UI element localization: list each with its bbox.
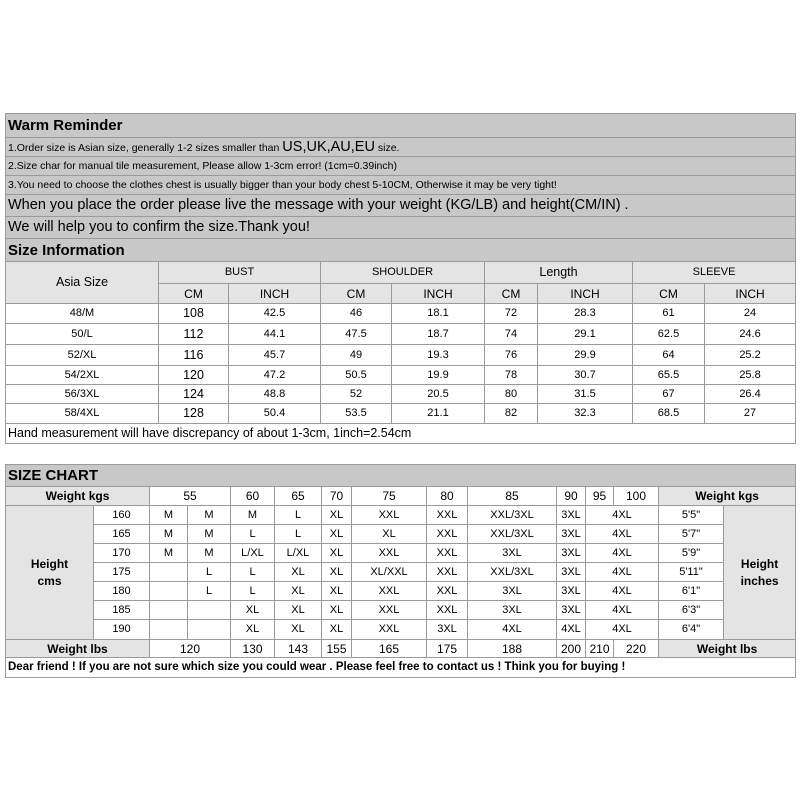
measurement-cell: 82	[485, 404, 538, 424]
size-cell	[150, 563, 188, 582]
weight-kg-value: 95	[586, 487, 614, 506]
measurement-cell: 74	[485, 324, 538, 345]
group-header-length: Length	[485, 262, 633, 284]
size-information-table	[5, 113, 796, 444]
size-cell: 3XL	[557, 601, 586, 620]
measurement-cell: 27	[705, 404, 796, 424]
reminder-line-3: 3.You need to choose the clothes chest is usually bigger than your body chest 5-10CM, Otherwise it may be very tight!	[6, 176, 796, 195]
group-header-shoulder: SHOULDER	[321, 262, 485, 284]
measurement-cell: 19.3	[392, 345, 485, 366]
size-cell: 3XL	[557, 506, 586, 525]
size-cell: XXL/3XL	[468, 506, 557, 525]
size-chart-footer: Dear friend ! If you are not sure which size you could wear . Please feel free to contact us ! Think you for buying !	[6, 658, 796, 678]
unit-header: CM	[159, 284, 229, 304]
size-cell: 4XL	[468, 620, 557, 640]
size-information-footer: Hand measurement will have discrepancy of about 1-3cm, 1inch=2.54cm	[6, 424, 796, 444]
measurement-cell: 120	[159, 366, 229, 385]
size-cell: M	[150, 544, 188, 563]
size-cell: XL	[275, 620, 322, 640]
height-cm-value: 170	[94, 544, 150, 563]
measurement-cell: 128	[159, 404, 229, 424]
size-row	[6, 345, 796, 366]
measurement-cell: 64	[633, 345, 705, 366]
weight-kg-value: 90	[557, 487, 586, 506]
size-cell: 4XL	[586, 544, 659, 563]
measurement-cell: 25.2	[705, 345, 796, 366]
weight-lb-value: 130	[231, 640, 275, 658]
measurement-cell: 46	[321, 304, 392, 324]
weight-kg-value: 65	[275, 487, 322, 506]
size-label: 52/XL	[6, 345, 159, 366]
size-label: 50/L	[6, 324, 159, 345]
size-cell: M	[231, 506, 275, 525]
size-cell: L	[231, 563, 275, 582]
measurement-cell: 29.1	[538, 324, 633, 345]
size-cell: XL	[275, 601, 322, 620]
reminder-line-5: We will help you to confirm the size.Thank you!	[6, 217, 796, 239]
height-inch-value: 5'9"	[659, 544, 724, 563]
size-cell: 3XL	[557, 582, 586, 601]
group-header-bust: BUST	[159, 262, 321, 284]
height-row	[6, 601, 796, 620]
size-cell: 4XL	[586, 620, 659, 640]
size-cell: XL/XXL	[352, 563, 427, 582]
size-cell: 3XL	[468, 601, 557, 620]
measurement-cell: 48.8	[229, 385, 321, 404]
size-cell: L	[231, 582, 275, 601]
size-cell: XL	[231, 601, 275, 620]
size-cell: XXL	[352, 601, 427, 620]
measurement-cell: 26.4	[705, 385, 796, 404]
measurement-cell: 50.5	[321, 366, 392, 385]
size-label: 56/3XL	[6, 385, 159, 404]
measurement-cell: 108	[159, 304, 229, 324]
weight-kgs-label-right: Weight kgs	[659, 487, 796, 506]
height-inches-label: Height inches	[724, 506, 796, 640]
weight-lbs-label-right: Weight lbs	[659, 640, 796, 658]
size-cell: 3XL	[557, 544, 586, 563]
measurement-cell: 44.1	[229, 324, 321, 345]
height-cm-value: 165	[94, 525, 150, 544]
size-cell: 4XL	[586, 601, 659, 620]
measurement-cell: 124	[159, 385, 229, 404]
size-cell: XXL	[352, 620, 427, 640]
weight-kg-value: 80	[427, 487, 468, 506]
measurement-cell: 47.5	[321, 324, 392, 345]
warm-reminder-title: Warm Reminder	[6, 114, 796, 138]
size-cell: XL	[231, 620, 275, 640]
weight-lb-value: 200	[557, 640, 586, 658]
size-cell: M	[188, 506, 231, 525]
size-cell: XXL	[352, 506, 427, 525]
size-chart-title: SIZE CHART	[6, 465, 796, 487]
height-cm-value: 190	[94, 620, 150, 640]
size-cell: XL	[322, 582, 352, 601]
size-label: 54/2XL	[6, 366, 159, 385]
size-cell: 4XL	[586, 563, 659, 582]
measurement-cell: 50.4	[229, 404, 321, 424]
weight-kgs-label: Weight kgs	[6, 487, 150, 506]
weight-lb-value: 188	[468, 640, 557, 658]
size-cell: 4XL	[586, 506, 659, 525]
size-cell: L/XL	[275, 544, 322, 563]
unit-header: CM	[485, 284, 538, 304]
weight-kg-value: 85	[468, 487, 557, 506]
measurement-cell: 80	[485, 385, 538, 404]
unit-header: INCH	[538, 284, 633, 304]
measurement-cell: 21.1	[392, 404, 485, 424]
size-row	[6, 385, 796, 404]
weight-lb-value: 210	[586, 640, 614, 658]
reminder-line-2: 2.Size char for manual tile measurement, Please allow 1-3cm error! (1cm=0.39inch)	[6, 157, 796, 176]
size-cell	[150, 582, 188, 601]
weight-kg-value: 55	[150, 487, 231, 506]
weight-lbs-label: Weight lbs	[6, 640, 150, 658]
size-cell: 3XL	[468, 544, 557, 563]
size-cell: M	[188, 544, 231, 563]
measurement-cell: 53.5	[321, 404, 392, 424]
height-row	[6, 563, 796, 582]
asia-size-header: Asia Size	[6, 262, 159, 304]
unit-header: INCH	[229, 284, 321, 304]
size-cell: XL	[322, 544, 352, 563]
size-cell: XL	[352, 525, 427, 544]
size-row	[6, 366, 796, 385]
measurement-cell: 29.9	[538, 345, 633, 366]
height-inch-value: 5'7"	[659, 525, 724, 544]
measurement-cell: 76	[485, 345, 538, 366]
measurement-cell: 25.8	[705, 366, 796, 385]
size-cell: XL	[322, 620, 352, 640]
size-label: 58/4XL	[6, 404, 159, 424]
size-cell	[188, 620, 231, 640]
measurement-cell: 68.5	[633, 404, 705, 424]
size-cell: 3XL	[557, 563, 586, 582]
size-cell: 4XL	[586, 525, 659, 544]
size-cell: XXL	[427, 525, 468, 544]
size-cell: XL	[322, 506, 352, 525]
group-header-sleeve: SLEEVE	[633, 262, 796, 284]
size-information-title: Size Information	[6, 239, 796, 262]
size-cell: XXL/3XL	[468, 563, 557, 582]
size-row	[6, 304, 796, 324]
size-cell: 4XL	[557, 620, 586, 640]
weight-kg-value: 60	[231, 487, 275, 506]
measurement-cell: 52	[321, 385, 392, 404]
height-cm-value: 185	[94, 601, 150, 620]
height-row	[6, 506, 796, 525]
height-cm-value: 175	[94, 563, 150, 582]
size-cell: XL	[275, 582, 322, 601]
size-chart-table	[5, 464, 796, 678]
size-cell: XXL	[352, 582, 427, 601]
reminder-line-1: 1.Order size is Asian size, generally 1-2 sizes smaller than US,UK,AU,EU size.	[6, 138, 796, 157]
weight-kg-value: 100	[614, 487, 659, 506]
height-inch-value: 6'4"	[659, 620, 724, 640]
weight-lb-value: 165	[352, 640, 427, 658]
size-cell: 3XL	[557, 525, 586, 544]
measurement-cell: 28.3	[538, 304, 633, 324]
size-cell: L	[275, 525, 322, 544]
weight-kg-value: 70	[322, 487, 352, 506]
size-cell: 3XL	[427, 620, 468, 640]
size-cell: XXL	[427, 544, 468, 563]
size-cell: XXL	[427, 582, 468, 601]
measurement-cell: 67	[633, 385, 705, 404]
height-cms-label: Height cms	[6, 506, 94, 640]
height-cm-value: 160	[94, 506, 150, 525]
height-inch-value: 6'3"	[659, 601, 724, 620]
size-cell: XL	[322, 601, 352, 620]
size-cell: L	[231, 525, 275, 544]
unit-header: CM	[321, 284, 392, 304]
measurement-cell: 19.9	[392, 366, 485, 385]
height-inch-value: 5'5"	[659, 506, 724, 525]
height-row	[6, 544, 796, 563]
size-cell: XL	[322, 525, 352, 544]
measurement-cell: 78	[485, 366, 538, 385]
weight-lb-value: 120	[150, 640, 231, 658]
measurement-cell: 30.7	[538, 366, 633, 385]
size-cell: XXL	[427, 506, 468, 525]
height-row	[6, 525, 796, 544]
size-cell: XXL/3XL	[468, 525, 557, 544]
size-cell	[150, 601, 188, 620]
measurement-cell: 24	[705, 304, 796, 324]
measurement-cell: 47.2	[229, 366, 321, 385]
measurement-cell: 62.5	[633, 324, 705, 345]
size-cell: L/XL	[231, 544, 275, 563]
measurement-cell: 20.5	[392, 385, 485, 404]
size-row	[6, 324, 796, 345]
weight-lb-value: 220	[614, 640, 659, 658]
height-inch-value: 6'1"	[659, 582, 724, 601]
measurement-cell: 116	[159, 345, 229, 366]
size-cell: XL	[275, 563, 322, 582]
measurement-cell: 32.3	[538, 404, 633, 424]
size-row	[6, 404, 796, 424]
height-cm-value: 180	[94, 582, 150, 601]
size-cell: M	[150, 525, 188, 544]
size-cell: L	[275, 506, 322, 525]
size-cell: XXL	[427, 563, 468, 582]
size-cell: 4XL	[586, 582, 659, 601]
weight-lb-value: 155	[322, 640, 352, 658]
measurement-cell: 61	[633, 304, 705, 324]
measurement-cell: 42.5	[229, 304, 321, 324]
size-cell: 3XL	[468, 582, 557, 601]
size-cell	[188, 601, 231, 620]
size-cell: XL	[322, 563, 352, 582]
size-cell: M	[188, 525, 231, 544]
unit-header: INCH	[705, 284, 796, 304]
measurement-cell: 31.5	[538, 385, 633, 404]
size-cell: XXL	[352, 544, 427, 563]
measurement-cell: 18.1	[392, 304, 485, 324]
height-inch-value: 5'11"	[659, 563, 724, 582]
reminder-line-4: When you place the order please live the message with your weight (KG/LB) and height(CM/IN) .	[6, 195, 796, 217]
weight-kg-value: 75	[352, 487, 427, 506]
size-label: 48/M	[6, 304, 159, 324]
weight-lb-value: 175	[427, 640, 468, 658]
size-cell: L	[188, 582, 231, 601]
measurement-cell: 49	[321, 345, 392, 366]
measurement-cell: 18.7	[392, 324, 485, 345]
unit-header: CM	[633, 284, 705, 304]
size-cell: XXL	[427, 601, 468, 620]
size-cell	[150, 620, 188, 640]
unit-header: INCH	[392, 284, 485, 304]
height-row	[6, 582, 796, 601]
measurement-cell: 72	[485, 304, 538, 324]
measurement-cell: 112	[159, 324, 229, 345]
weight-lb-value: 143	[275, 640, 322, 658]
size-cell: M	[150, 506, 188, 525]
height-row	[6, 620, 796, 640]
measurement-cell: 24.6	[705, 324, 796, 345]
size-cell: L	[188, 563, 231, 582]
measurement-cell: 65.5	[633, 366, 705, 385]
measurement-cell: 45.7	[229, 345, 321, 366]
